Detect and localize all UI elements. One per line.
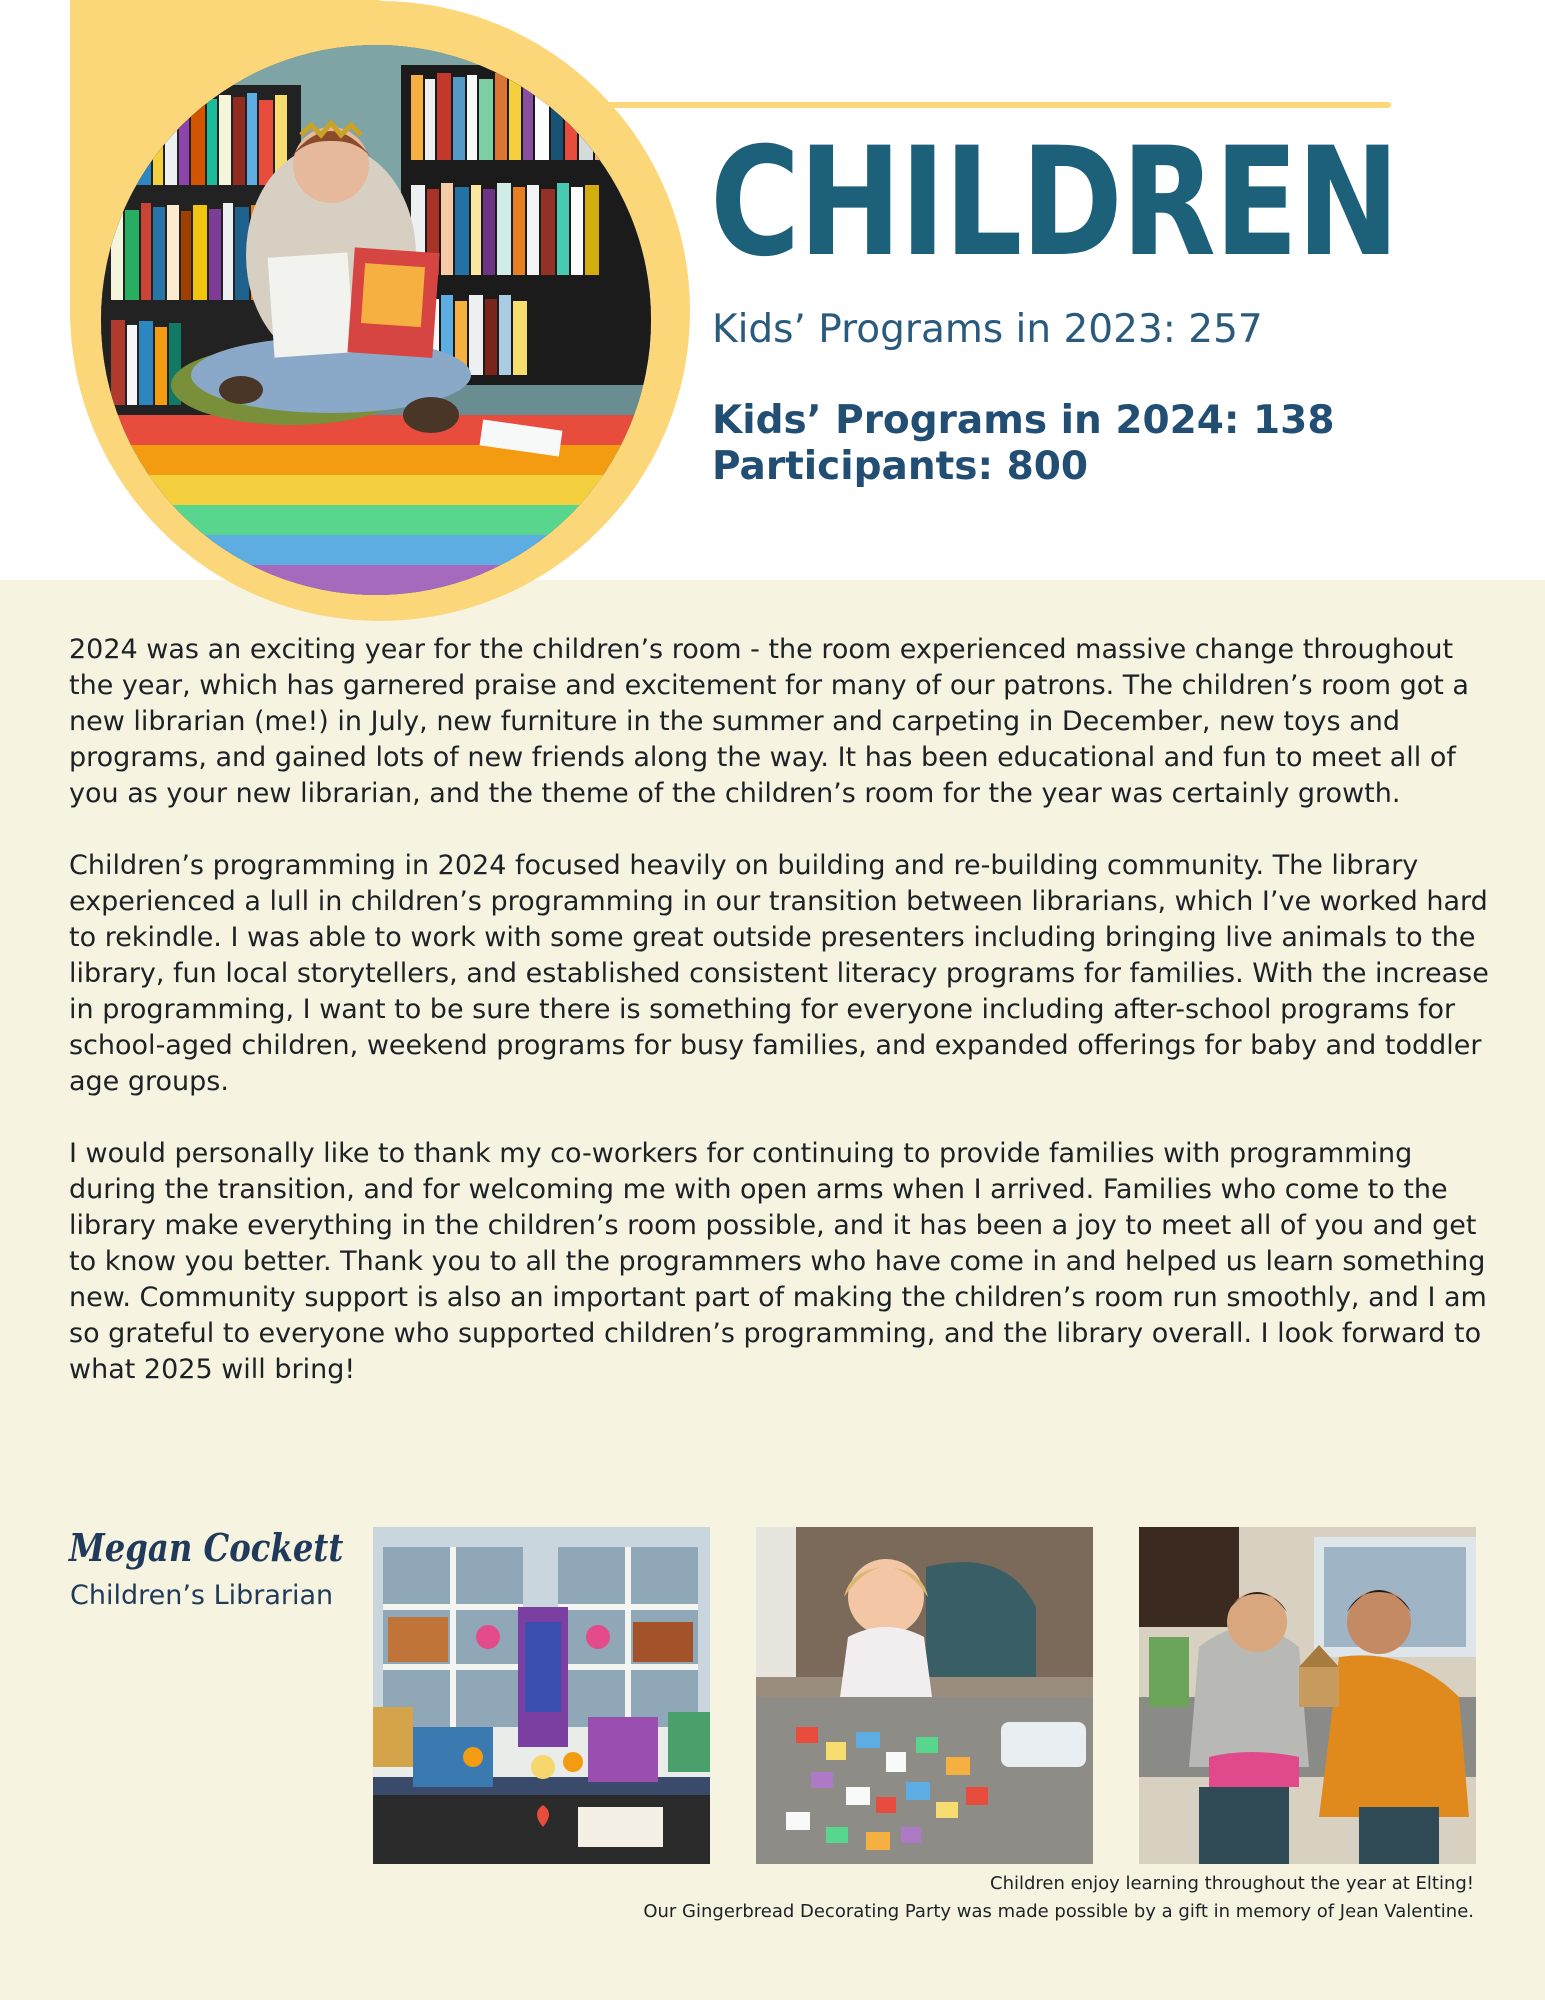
body-paragraph: Children’s programming in 2024 focused heavily on building and re-building community. The library experienced a lull in children’s programming in our transition between librarians, which I’ve worked hard to rekindle. I was able to work with some great outside presenters including bringing live animals to the library, fun local storytellers, and established consistent literacy programs for families. With the increase in programming, I want to be sure there is something for everyone including after-school programs for school-aged children, weekend programs for busy families, and expanded offerings for baby and toddler age groups. bbox=[69, 850, 1489, 1097]
altar-display-photo bbox=[373, 1527, 710, 1864]
gingerbread-party-photo bbox=[1139, 1527, 1476, 1864]
yellow-header-rule bbox=[600, 102, 1391, 108]
librarian-reading-illustration bbox=[101, 45, 651, 595]
body-text bbox=[69, 632, 1489, 1424]
sticker-activity-illustration bbox=[756, 1527, 1093, 1864]
body-paragraph: 2024 was an exciting year for the children’s room - the room experienced massive change throughout the year, which has garnered praise and excitement for many of our patrons. The children’s room got a new librarian (me!) in July, new furniture in the summer and carpeting in December, new toys and programs, and gained lots of new friends along the way. It has been educational and fun to meet all of you as your new librarian, and the theme of the children’s room for the year was certainly growth. bbox=[69, 634, 1469, 809]
signature-name: Megan Cockett bbox=[69, 1525, 344, 1570]
gingerbread-party-illustration bbox=[1139, 1527, 1476, 1864]
page-title: CHILDREN bbox=[710, 116, 1399, 290]
stat-programs-2024: Kids’ Programs in 2024: 138 bbox=[712, 398, 1335, 443]
altar-display-illustration bbox=[373, 1527, 710, 1864]
body-paragraph: I would personally like to thank my co-workers for continuing to provide families with programming during the transition, and for welcoming me with open arms when I arrived. Families who come to the library make everything in the children’s room possible, and it has been a joy to meet all of you and get to know you better. Thank you to all the programmers who have come in and helped us learn something new. Community support is also an important part of making the children’s room run smoothly, and I am so grateful to everyone who supported children’s programming, and the library overall. I look forward to what 2025 will bring! bbox=[69, 1138, 1487, 1385]
photo-caption-line-2: Our Gingerbread Decorating Party was made possible by a gift in memory of Jean Valentine. bbox=[643, 1901, 1474, 1922]
stat-participants: Participants: 800 bbox=[712, 444, 1089, 489]
photo-caption-line-1: Children enjoy learning throughout the year at Elting! bbox=[990, 1873, 1474, 1894]
stat-programs-2023: Kids’ Programs in 2023: 257 bbox=[712, 307, 1263, 352]
signature-title: Children’s Librarian bbox=[70, 1580, 334, 1611]
stats-2024-block bbox=[712, 398, 1334, 490]
sticker-activity-photo bbox=[756, 1527, 1093, 1864]
librarian-reading-photo bbox=[101, 45, 651, 595]
